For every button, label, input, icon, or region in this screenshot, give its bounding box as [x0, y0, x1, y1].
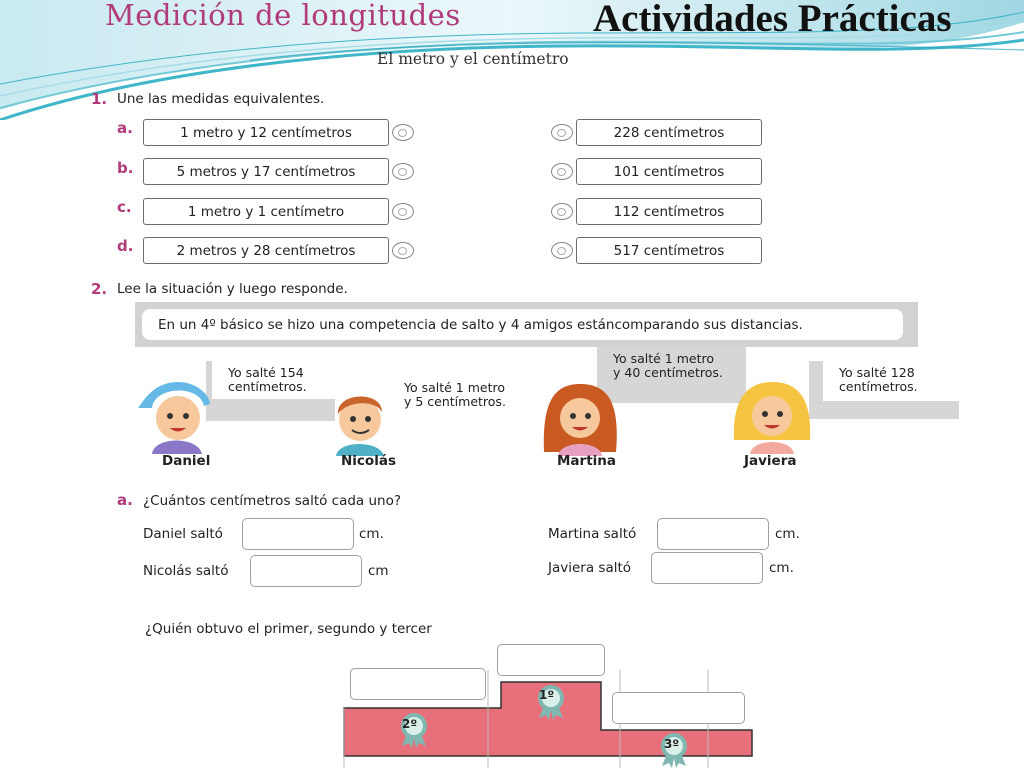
javiera-answer-input[interactable] [651, 552, 763, 584]
bubble-nicolas-line1: Yo salté 1 metro [404, 380, 506, 395]
measure-left-a: 1 metro y 12 centímetros [143, 119, 389, 146]
measure-right-4: 517 centímetros [576, 237, 762, 264]
item-letter-d: d. [117, 237, 134, 255]
bubble-daniel-line2: centímetros. [228, 379, 307, 394]
question-1-text: Une las medidas equivalentes. [117, 91, 325, 107]
connector-dot-left-a[interactable] [392, 124, 414, 141]
measure-left-b: 5 metros y 17 centímetros [143, 158, 389, 185]
connector-dot-right-4[interactable] [551, 242, 573, 259]
first-place-answer-input[interactable] [497, 644, 605, 676]
bubble-javiera-line2: centímetros. [839, 379, 918, 394]
bubble-nicolas-line2: y 5 centímetros. [404, 394, 506, 409]
item-letter-c: c. [117, 198, 132, 216]
second-place-label: 2º [402, 717, 418, 731]
connector-dot-right-2[interactable] [551, 163, 573, 180]
kid-name-daniel: Daniel [162, 453, 211, 469]
javiera-unit-label: cm. [769, 560, 794, 576]
part-a-letter: a. [117, 491, 133, 509]
connector-dot-right-3[interactable] [551, 203, 573, 220]
bubble-martina-line2: y 40 centímetros. [613, 365, 723, 380]
connector-dot-left-d[interactable] [392, 242, 414, 259]
bubble-daniel-line1: Yo salté 154 [228, 365, 304, 380]
daniel-avatar-icon [136, 378, 220, 454]
page-subtitle: El metro y el centímetro [377, 50, 569, 68]
situation-text: En un 4º básico se hizo una competencia de salto y 4 amigos estáncomparando sus distancias. [142, 309, 903, 340]
measure-right-3: 112 centímetros [576, 198, 762, 225]
third-place-answer-input[interactable] [612, 692, 745, 724]
nicolas-answer-input[interactable] [250, 555, 362, 587]
martina-unit-label: cm. [775, 526, 800, 542]
kid-name-javiera: Javiera [744, 453, 797, 469]
first-place-label: 1º [539, 688, 555, 702]
kid-name-martina: Martina [557, 453, 617, 469]
kid-name-nicolas: Nicolás [341, 453, 396, 469]
measure-left-d: 2 metros y 28 centímetros [143, 237, 389, 264]
podium-question: ¿Quién obtuvo el primer, segundo y tercer [145, 621, 432, 637]
javiera-avatar-icon [730, 380, 814, 454]
second-place-answer-input[interactable] [350, 668, 486, 700]
connector-dot-left-b[interactable] [392, 163, 414, 180]
question-1-number: 1. [91, 90, 108, 108]
daniel-unit-label: cm. [359, 526, 384, 542]
measure-right-2: 101 centímetros [576, 158, 762, 185]
bubble-martina-line1: Yo salté 1 metro [613, 351, 715, 366]
item-letter-a: a. [117, 119, 133, 137]
question-2-text: Lee la situación y luego responde. [117, 281, 348, 297]
speech-bubble-nicolas [388, 376, 537, 434]
bubble-javiera-line1: Yo salté 128 [839, 365, 915, 380]
third-place-label: 3º [664, 737, 680, 751]
martina-jump-label: Martina saltó [548, 526, 637, 542]
measure-left-c: 1 metro y 1 centímetro [143, 198, 389, 225]
martina-avatar-icon [538, 382, 622, 456]
javiera-jump-label: Javiera saltó [548, 560, 632, 576]
item-letter-b: b. [117, 159, 134, 177]
page-title-topic: Medición de longitudes [105, 0, 461, 32]
measure-right-1: 228 centímetros [576, 119, 762, 146]
nicolas-unit-label: cm [368, 563, 389, 579]
speech-bubble-javiera [809, 361, 959, 419]
daniel-answer-input[interactable] [242, 518, 354, 550]
connector-dot-left-c[interactable] [392, 203, 414, 220]
part-a-question: ¿Cuántos centímetros saltó cada uno? [143, 493, 402, 509]
martina-answer-input[interactable] [657, 518, 769, 550]
daniel-jump-label: Daniel saltó [143, 526, 223, 542]
page-title-activities: Actividades Prácticas [593, 0, 952, 40]
question-2-number: 2. [91, 280, 108, 298]
nicolas-avatar-icon [320, 386, 402, 456]
nicolas-jump-label: Nicolás saltó [143, 563, 229, 579]
connector-dot-right-1[interactable] [551, 124, 573, 141]
speech-bubble-daniel [206, 361, 335, 421]
